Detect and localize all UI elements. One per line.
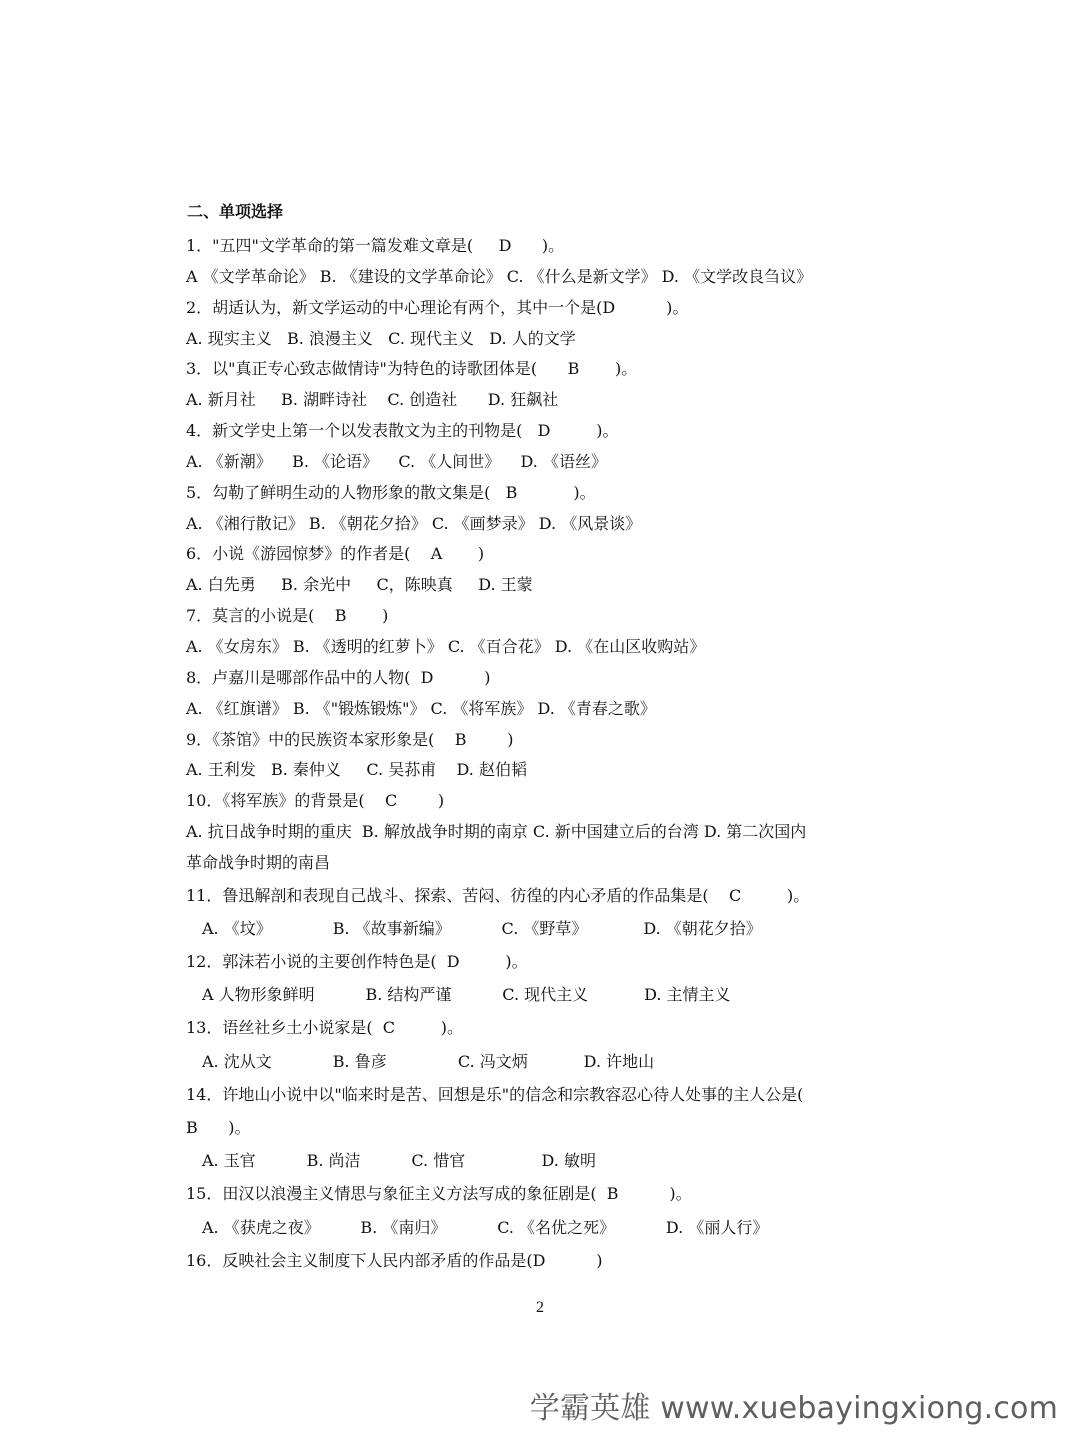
question-6-stem: 6．小说《游园惊梦》的作者是( A ) <box>186 544 485 564</box>
page-number: 2 <box>536 1299 544 1316</box>
question-9-stem: 9．《茶馆》中的民族资本家形象是( B ) <box>186 729 514 749</box>
question-7-stem: 7．莫言的小说是( B ) <box>186 606 389 626</box>
question-8-stem: 8．卢嘉川是哪部作品中的人物( D ) <box>186 667 491 687</box>
section-title: 二、单项选择 <box>187 202 284 221</box>
question-14-stem-continued: B )。 <box>186 1118 251 1138</box>
question-5-options: A. 《湘行散记》 B. 《朝花夕拾》 C. 《画梦录》 D. 《风景谈》 <box>186 513 642 533</box>
question-6-options: A. 白先勇 B. 余光中 C，陈映真 D. 王蒙 <box>186 575 533 595</box>
question-7-options: A. 《女房东》 B. 《透明的红萝卜》 C. 《百合花》 D. 《在山区收购站》 <box>186 636 706 656</box>
question-12-stem: 12．郭沫若小说的主要创作特色是( D )。 <box>186 952 528 972</box>
question-2-options: A. 现实主义 B. 浪漫主义 C. 现代主义 D. 人的文学 <box>186 328 576 348</box>
question-13-options: A. 沈从文 B. 鲁彦 C. 冯文炳 D. 许地山 <box>202 1051 655 1071</box>
question-1-options: A 《文学革命论》 B. 《建设的文学革命论》 C. 《什么是新文学》 D. 《文学改良刍议》 <box>186 266 813 286</box>
question-15-options: A. 《获虎之夜》 B. 《南归》 C. 《名优之死》 D. 《丽人行》 <box>202 1217 769 1237</box>
question-3-stem: 3．以"真正专心致志做情诗"为特色的诗歌团体是( B )。 <box>186 359 638 379</box>
question-10-options-continued: 革命战争时期的南昌 <box>186 852 331 872</box>
question-10-stem: 10．《将军族》的背景是( C ) <box>186 791 445 811</box>
question-12-options: A 人物形象鲜明 B. 结构严谨 C. 现代主义 D. 主情主义 <box>202 985 731 1005</box>
question-2-stem: 2．胡适认为，新文学运动的中心理论有两个，其中一个是(D )。 <box>186 297 689 317</box>
question-14-stem: 14．许地山小说中以"临来时是苦、回想是乐"的信念和宗教容忍心待人处事的主人公是( <box>186 1084 804 1104</box>
question-4-options: A. 《新潮》 B. 《论语》 C. 《人间世》 D. 《语丝》 <box>186 451 607 471</box>
question-13-stem: 13．语丝社乡土小说家是( C )。 <box>186 1018 464 1038</box>
question-8-options: A. 《红旗谱》 B. 《"锻炼锻炼"》 C. 《将军族》 D. 《青春之歌》 <box>186 698 656 718</box>
question-14-options: A. 玉官 B. 尚洁 C. 惜官 D. 敏明 <box>202 1151 596 1171</box>
question-3-options: A. 新月社 B. 湖畔诗社 C. 创造社 D. 狂飙社 <box>186 390 559 410</box>
question-1-stem: 1．"五四"文学革命的第一篇发难文章是( D )。 <box>186 236 565 255</box>
question-4-stem: 4．新文学史上第一个以发表散文为主的刊物是( D )。 <box>186 421 619 441</box>
question-5-stem: 5．勾勒了鲜明生动的人物形象的散文集是( B )。 <box>186 482 596 502</box>
watermark-text: 学霸英雄 www.xuebayingxiong.com <box>529 1391 1058 1426</box>
question-11-options: A. 《坟》 B. 《故事新编》 C. 《野草》 D. 《朝花夕拾》 <box>202 918 762 938</box>
question-10-options: A. 抗日战争时期的重庆 B. 解放战争时期的南京 C. 新中国建立后的台湾 D. 第二次国内 <box>186 822 807 842</box>
question-15-stem: 15．田汉以浪漫主义情思与象征主义方法写成的象征剧是( B )。 <box>186 1184 692 1204</box>
question-11-stem: 11．鲁迅解剖和表现自己战斗、探索、苦闷、彷徨的内心矛盾的作品集是( C )。 <box>186 885 810 905</box>
question-9-options: A. 王利发 B. 秦仲义 C. 吴荪甫 D. 赵伯韬 <box>186 760 527 780</box>
question-list <box>186 231 898 1277</box>
question-16-stem: 16．反映社会主义制度下人民内部矛盾的作品是(D ) <box>186 1250 603 1270</box>
